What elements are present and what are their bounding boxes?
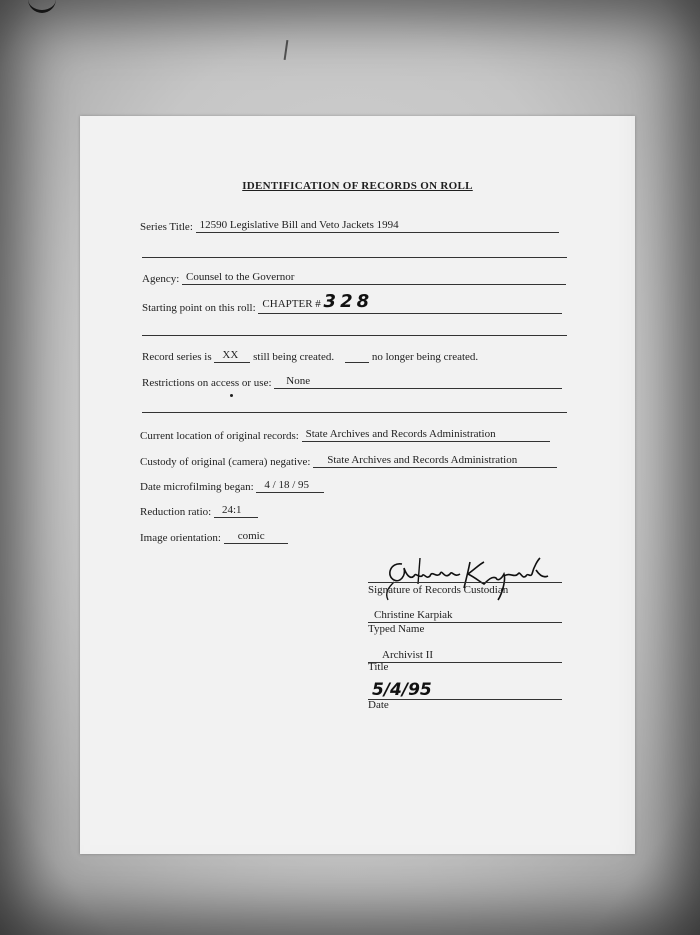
- no-longer-text: no longer being created.: [371, 351, 479, 363]
- date-line: [368, 699, 562, 700]
- current-location-row: [140, 428, 550, 442]
- reduction-label: Reduction ratio:: [140, 506, 212, 518]
- agency-row: [142, 271, 566, 285]
- still-being-created-text: still being created.: [253, 351, 335, 363]
- record-series-row: [142, 349, 478, 363]
- film-scratch-mark: [284, 40, 289, 60]
- date-began-value: 4 / 18 / 95: [256, 479, 324, 493]
- current-location-value: State Archives and Records Administration: [302, 428, 550, 442]
- handwritten-signature: [380, 554, 580, 604]
- starting-point-value: [258, 291, 562, 314]
- document-title-text: IDENTIFICATION OF RECORDS ON ROLL: [242, 180, 473, 192]
- document-page: [80, 116, 635, 854]
- chapter-number-handwritten: 328: [323, 291, 374, 312]
- still-being-created-mark: XX: [214, 349, 250, 363]
- custody-value: State Archives and Records Administration: [313, 454, 557, 468]
- date-handwritten: 5/4/95: [372, 680, 432, 700]
- typed-name-label: Typed Name: [368, 623, 425, 635]
- starting-point-row: [142, 291, 562, 314]
- custody-row: [140, 454, 557, 468]
- title-line: [368, 662, 562, 663]
- date-label: Date: [368, 699, 389, 711]
- chapter-printed: CHAPTER #: [262, 298, 321, 310]
- typed-name-value: Christine Karpiak: [374, 609, 453, 621]
- speck: [230, 394, 233, 397]
- record-series-prefix: Record series is: [142, 351, 212, 363]
- custody-label: Custody of original (camera) negative:: [140, 456, 311, 468]
- current-location-label: Current location of original records:: [140, 430, 299, 442]
- no-longer-mark: [345, 361, 369, 363]
- restrictions-value: None: [274, 375, 562, 389]
- restrictions-label: Restrictions on access or use:: [142, 377, 272, 389]
- reduction-value: 24:1: [214, 504, 258, 518]
- signature-label: Signature of Records Custodian: [368, 584, 509, 596]
- date-began-row: [140, 479, 324, 493]
- reduction-row: [140, 504, 258, 518]
- signature-line: [368, 582, 562, 583]
- orientation-value: comic: [224, 530, 288, 544]
- agency-label: Agency:: [142, 273, 180, 285]
- starting-point-label: Starting point on this roll:: [142, 302, 256, 314]
- series-title-label: Series Title:: [140, 221, 193, 233]
- film-corner-mark: [28, 0, 56, 13]
- restrictions-row: [142, 375, 562, 389]
- agency-value: Counsel to the Governor: [182, 271, 566, 285]
- blank-line: [142, 257, 567, 258]
- orientation-row: [140, 530, 288, 544]
- orientation-label: Image orientation:: [140, 532, 221, 544]
- title-label: Title: [368, 661, 389, 673]
- blank-line: [142, 335, 567, 336]
- series-title-row: [140, 219, 559, 233]
- date-began-label: Date microfilming began:: [140, 481, 254, 493]
- document-title: [80, 180, 635, 192]
- series-title-value: 12590 Legislative Bill and Veto Jackets 1994: [196, 219, 559, 233]
- title-value: Archivist II: [382, 649, 434, 661]
- blank-line: [142, 412, 567, 413]
